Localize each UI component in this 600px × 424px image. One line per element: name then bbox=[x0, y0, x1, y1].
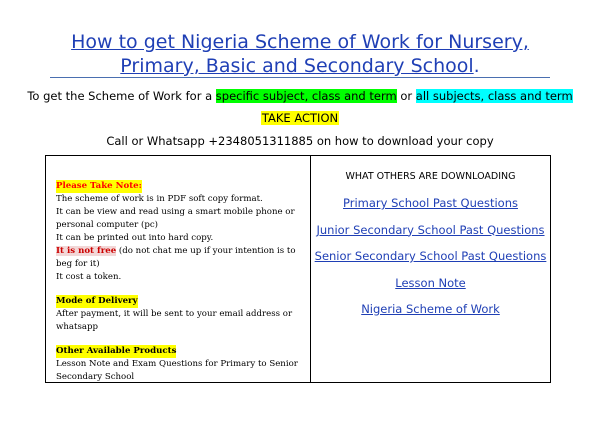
link-lesson-note[interactable]: Lesson Note bbox=[395, 275, 466, 290]
cost-line: It cost a token. bbox=[56, 272, 122, 282]
info-table bbox=[45, 155, 551, 383]
take-action-text: TAKE ACTION bbox=[261, 111, 339, 125]
link-scheme-of-work[interactable]: Nigeria Scheme of Work bbox=[361, 302, 500, 316]
contact-line: Call or Whatsapp +2348051311885 on how to download your copy bbox=[106, 134, 494, 148]
other-products-text: Lesson Note and Exam Questions for Primary to Senior Secondary School bbox=[56, 359, 298, 382]
delivery-heading: Mode of Delivery bbox=[56, 296, 138, 306]
link-senior-secondary-past-questions[interactable]: Senior Secondary School Past Questions bbox=[314, 249, 547, 263]
link-primary-past-questions[interactable]: Primary School Past Questions bbox=[343, 196, 518, 210]
not-free-rest: (do not chat me up if your intention is to beg for it) bbox=[56, 246, 296, 269]
note-line: It can be printed out into hard copy. bbox=[56, 233, 214, 243]
intro-highlight-all: all subjects, class and term bbox=[415, 89, 573, 103]
page-title bbox=[40, 30, 560, 78]
take-action-label bbox=[0, 110, 600, 126]
intro-connector: or bbox=[400, 89, 413, 103]
delivery-text: After payment, it will be sent to your email address or whatsapp bbox=[56, 309, 293, 332]
intro-prefix: To get the Scheme of Work for a bbox=[27, 89, 213, 103]
notes-panel bbox=[56, 180, 304, 384]
note-heading: Please Take Note: bbox=[56, 181, 142, 191]
title-period: . bbox=[473, 55, 480, 77]
link-junior-secondary-past-questions[interactable]: Junior Secondary School Past Questions bbox=[316, 222, 545, 237]
not-free-line bbox=[56, 245, 304, 271]
downloads-panel bbox=[311, 170, 550, 329]
other-products-heading: Other Available Products bbox=[56, 346, 177, 356]
title-divider bbox=[50, 77, 550, 78]
not-free-label: It is not free bbox=[56, 246, 117, 256]
title-link[interactable]: How to get Nigeria Scheme of Work for Nursery, Primary, Basic and Secondary School bbox=[71, 31, 529, 77]
intro-highlight-specific: specific subject, class and term bbox=[215, 89, 397, 103]
note-line: The scheme of work is in PDF soft copy format. bbox=[56, 194, 263, 204]
intro-line bbox=[0, 88, 600, 104]
downloads-heading: WHAT OTHERS ARE DOWNLOADING bbox=[345, 171, 516, 182]
note-line: It can be view and read using a smart mobile phone or personal computer (pc) bbox=[56, 207, 295, 230]
